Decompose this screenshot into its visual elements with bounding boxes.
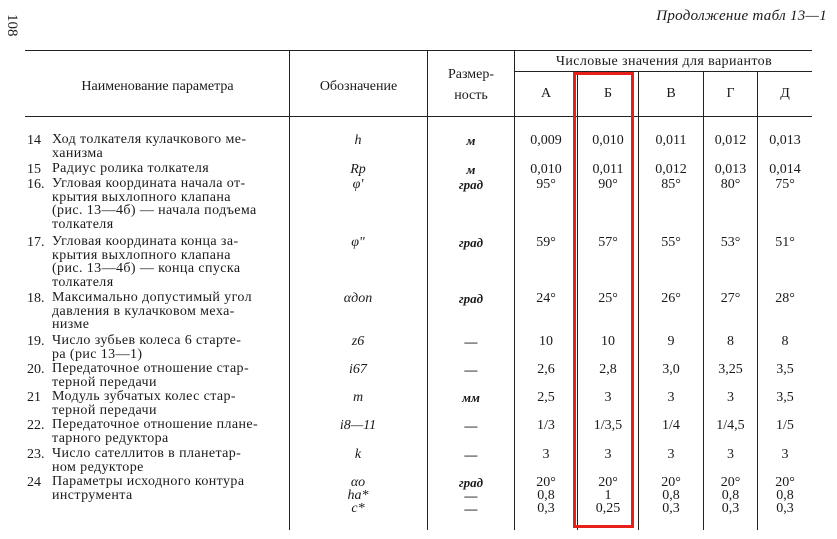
header-variant-b: Б (603, 86, 613, 101)
row-number: 21 (27, 390, 41, 405)
row-parameter-name: Модуль зубчатых колес стар- терной передачи (52, 389, 236, 418)
row-unit: — (464, 447, 478, 462)
row-value: 1/3,5 (593, 418, 623, 433)
header-variant-g: Г (726, 86, 735, 101)
highlight-box-variant-b (573, 72, 634, 528)
header-dimension-2: ность (454, 88, 488, 103)
row-number: 16. (27, 177, 45, 192)
row-unit: град (458, 291, 484, 306)
row-value: 0,8 (662, 488, 680, 503)
row-value: 0,8 (776, 488, 794, 503)
row-value: 24° (536, 291, 556, 306)
header-variant-d: Д (780, 86, 790, 101)
row-unit: — (464, 334, 478, 349)
row-symbol: m (352, 390, 364, 405)
row-value: 10 (539, 334, 553, 349)
header-variants-title: Числовые значения для вариантов (555, 54, 773, 69)
row-value: 2,6 (537, 362, 555, 377)
row-value: 8 (727, 334, 734, 349)
row-value: 27° (720, 291, 741, 306)
header-symbol: Обозначение (319, 79, 398, 94)
header-dimension-1: Размер- (447, 67, 495, 82)
row-parameter-name: Угловая координата начала от- крытия выхлопного клапана (рис. 13—4б) — начала подъема толкателя (52, 176, 257, 232)
row-value: 28° (775, 291, 795, 306)
row-value: 0,3 (662, 501, 680, 516)
row-number: 19. (27, 334, 45, 349)
row-unit: мм (462, 390, 480, 405)
row-value: 90° (598, 177, 618, 192)
row-value: 80° (720, 177, 741, 192)
row-value: 20° (661, 475, 681, 490)
row-symbol: h (354, 133, 362, 148)
row-symbol: z6 (351, 334, 365, 349)
row-value: 0,3 (721, 501, 740, 516)
row-value: 3,0 (662, 362, 680, 377)
row-value: 0,25 (595, 501, 621, 516)
row-unit: — (464, 418, 478, 433)
row-value: 1 (604, 488, 612, 503)
row-parameter-name: Радиус ролика толкателя (52, 161, 210, 176)
row-parameter-name: Число сателлитов в планетар- ном редукторе (52, 446, 242, 475)
table-caption: Продолжение табл 13—1 (656, 8, 827, 24)
header-bottom-rule (25, 116, 812, 117)
row-symbol: αдоп (343, 291, 373, 306)
row-unit: м (466, 162, 476, 177)
row-parameter-name: Передаточное отношение плане- тарного редуктора (52, 417, 259, 446)
row-value: 59° (536, 235, 556, 250)
row-value: 10 (601, 334, 615, 349)
row-value: 2,5 (537, 390, 555, 405)
row-unit: град (458, 235, 484, 250)
row-value: 1/5 (776, 418, 794, 433)
row-symbol: Rр (350, 162, 366, 177)
row-number: 14 (27, 133, 41, 148)
row-value: 3 (604, 390, 612, 405)
row-unit: — (464, 488, 478, 503)
row-value: 95° (536, 177, 556, 192)
header-param-name: Наименование параметра (81, 79, 234, 94)
row-number: 20. (27, 362, 45, 377)
row-value: 2,8 (599, 362, 617, 377)
row-value: 20° (720, 475, 741, 490)
row-number: 24 (27, 475, 41, 490)
row-value: 57° (598, 235, 618, 250)
row-value: 0,011 (592, 162, 624, 177)
variants-subheader-rule (514, 71, 812, 72)
row-unit: град (458, 475, 484, 490)
row-value: 51° (775, 235, 795, 250)
row-parameter-name: Угловая координата конца за- крытия выхлопного клапана (рис. 13—4б) — конца спуска толкателя (52, 234, 241, 290)
row-parameter-name: Число зубьев колеса 6 старте- ра (рис 13—1) (52, 333, 242, 362)
row-symbol: αo (350, 475, 366, 490)
row-value: 53° (720, 235, 741, 250)
row-parameter-name: Максимально допустимый угол давления в кулачковом меха- низме (52, 290, 252, 333)
row-value: 0,012 (714, 133, 747, 148)
row-value: 3,25 (718, 362, 743, 377)
row-symbol: ha* (347, 488, 369, 503)
row-value: 0,3 (776, 501, 794, 516)
row-symbol: k (354, 447, 362, 462)
row-parameter-name: Ход толкателя кулачкового ме- ханизма (52, 132, 247, 161)
row-parameter-name: Передаточное отношение стар- терной передачи (52, 361, 250, 390)
row-value: 20° (536, 475, 556, 490)
row-value: 55° (661, 235, 681, 250)
row-value: 0,010 (530, 162, 562, 177)
row-value: 0,3 (537, 501, 555, 516)
row-unit: град (458, 177, 484, 192)
row-value: 0,013 (714, 162, 747, 177)
row-number: 18. (27, 291, 45, 306)
row-value: 8 (781, 334, 789, 349)
header-top-rule (25, 50, 812, 51)
row-number: 22. (27, 418, 45, 433)
row-symbol: c* (351, 501, 365, 516)
row-value: 3 (542, 447, 550, 462)
row-value: 0,011 (655, 133, 687, 148)
row-value: 25° (598, 291, 618, 306)
row-symbol: i67 (349, 362, 367, 377)
row-value: 1/4 (662, 418, 680, 433)
row-number: 23. (27, 447, 45, 462)
header-variant-a: А (540, 86, 552, 101)
row-value: 0,014 (769, 162, 801, 177)
row-value: 26° (661, 291, 681, 306)
row-value: 3 (604, 447, 612, 462)
row-value: 3,5 (776, 390, 794, 405)
row-value: 3 (781, 447, 789, 462)
row-value: 3,5 (776, 362, 794, 377)
row-unit: — (464, 501, 478, 516)
row-value: 75° (775, 177, 795, 192)
row-unit: м (466, 133, 476, 148)
row-symbol: φ' (352, 177, 364, 192)
row-value: 0,013 (769, 133, 801, 148)
col-sep-dimension (514, 50, 515, 530)
row-number: 17. (27, 235, 45, 250)
row-value: 3 (727, 390, 734, 405)
page-number: 108 (4, 14, 20, 37)
row-symbol: i8—11 (339, 418, 377, 433)
row-parameter-name: Параметры исходного контура инструмента (52, 474, 245, 503)
row-value: 3 (667, 390, 675, 405)
row-value: 85° (661, 177, 681, 192)
row-value: 20° (775, 475, 795, 490)
row-number: 15 (27, 162, 41, 177)
row-value: 0,012 (655, 162, 687, 177)
row-value: 0,009 (530, 133, 562, 148)
header-variant-v: В (666, 86, 676, 101)
row-value: 9 (667, 334, 675, 349)
row-value: 1/3 (537, 418, 555, 433)
row-unit: — (464, 362, 478, 377)
row-value: 0,8 (721, 488, 740, 503)
row-value: 0,8 (537, 488, 555, 503)
row-value: 0,010 (592, 133, 624, 148)
row-value: 20° (598, 475, 618, 490)
row-value: 1/4,5 (716, 418, 745, 433)
row-value: 3 (727, 447, 734, 462)
row-symbol: φ" (351, 235, 365, 250)
row-value: 3 (667, 447, 675, 462)
